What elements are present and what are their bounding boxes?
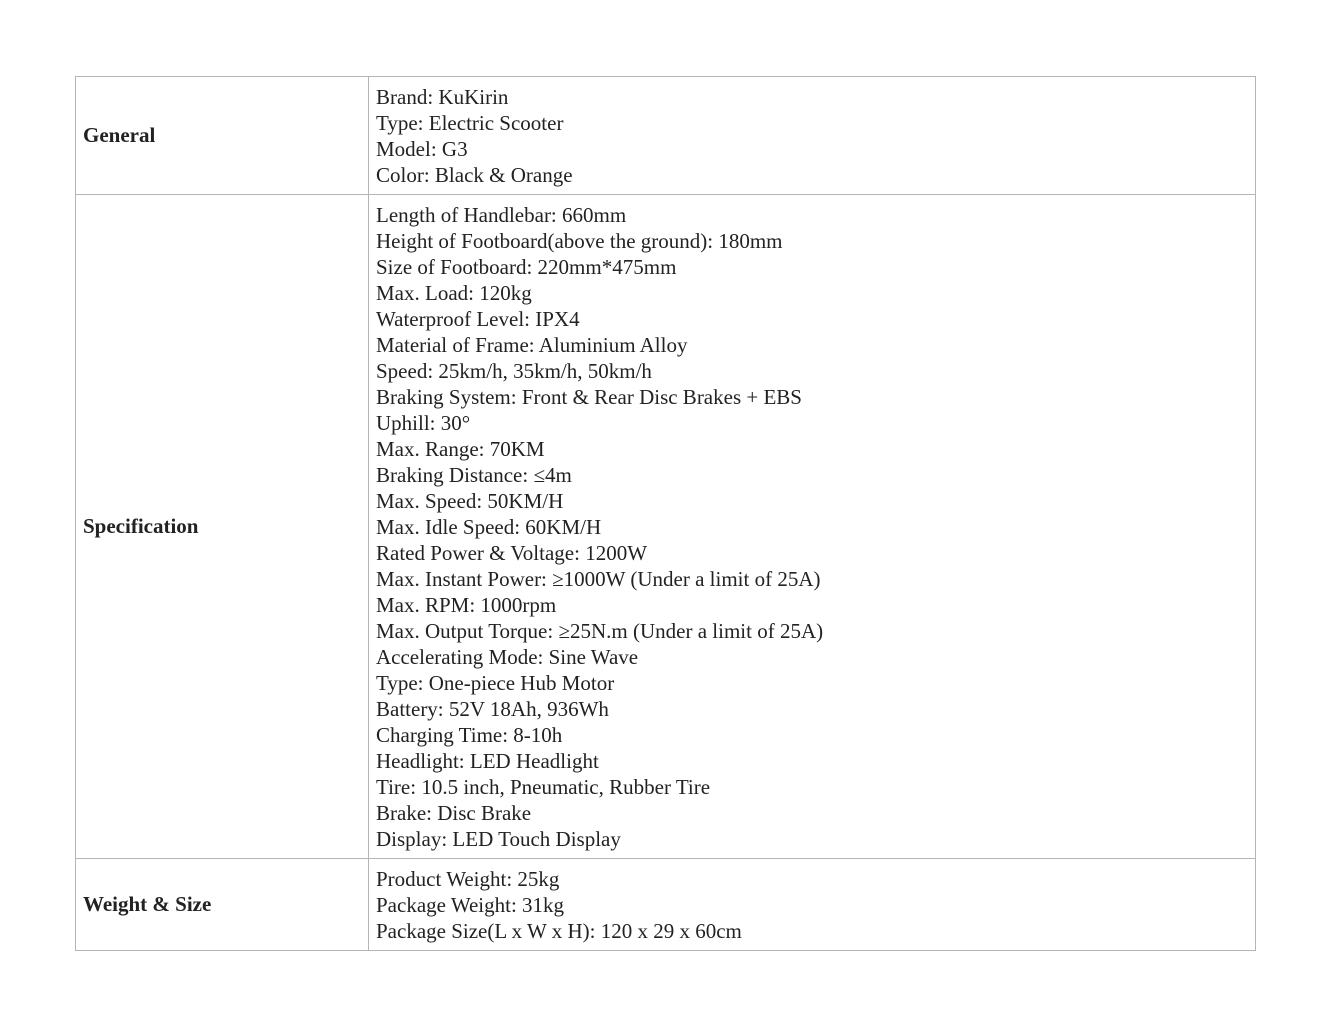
spec-item: Brake: Disc Brake [376,801,532,825]
spec-item: Speed: 25km/h, 35km/h, 50km/h [376,359,652,383]
spec-item: Size of Footboard: 220mm*475mm [376,255,677,279]
table-row [76,77,1256,195]
spec-item: Display: LED Touch Display [376,827,621,851]
section-values [369,195,1256,859]
spec-item: Package Weight: 31kg [376,893,565,917]
section-label: General [76,77,369,195]
spec-item: Charging Time: 8-10h [376,723,563,747]
spec-item: Max. Range: 70KM [376,437,545,461]
spec-item: Max. Idle Speed: 60KM/H [376,515,602,539]
table-row [76,195,1256,859]
spec-item: Color: Black & Orange [376,163,573,187]
section-label: Specification [76,195,369,859]
spec-item: Max. RPM: 1000rpm [376,593,557,617]
spec-item: Waterproof Level: IPX4 [376,307,580,331]
spec-item: Battery: 52V 18Ah, 936Wh [376,697,609,721]
section-label: Weight & Size [76,859,369,951]
spec-item: Length of Handlebar: 660mm [376,203,627,227]
spec-item: Braking System: Front & Rear Disc Brakes + EBS [376,385,802,409]
spec-item: Model: G3 [376,137,468,161]
spec-item: Rated Power & Voltage: 1200W [376,541,648,565]
spec-item: Max. Load: 120kg [376,281,532,305]
spec-item: Type: One-piece Hub Motor [376,671,615,695]
spec-item: Max. Output Torque: ≥25N.m (Under a limit of 25A) [376,619,824,643]
spec-item: Material of Frame: Aluminium Alloy [376,333,688,357]
spec-item: Uphill: 30° [376,411,471,435]
spec-item: Braking Distance: ≤4m [376,463,572,487]
spec-table-body [76,77,1256,951]
spec-item: Tire: 10.5 inch, Pneumatic, Rubber Tire [376,775,711,799]
spec-item: Product Weight: 25kg [376,867,560,891]
table-row [76,859,1256,951]
section-values [369,859,1256,951]
spec-item: Package Size(L x W x H): 120 x 29 x 60cm [376,919,742,943]
spec-item: Type: Electric Scooter [376,111,564,135]
section-values [369,77,1256,195]
spec-item: Accelerating Mode: Sine Wave [376,645,639,669]
spec-item: Headlight: LED Headlight [376,749,599,773]
spec-item: Max. Speed: 50KM/H [376,489,564,513]
spec-table [75,76,1256,951]
spec-item: Max. Instant Power: ≥1000W (Under a limit of 25A) [376,567,821,591]
spec-item: Height of Footboard(above the ground): 180mm [376,229,783,253]
spec-item: Brand: KuKirin [376,85,509,109]
